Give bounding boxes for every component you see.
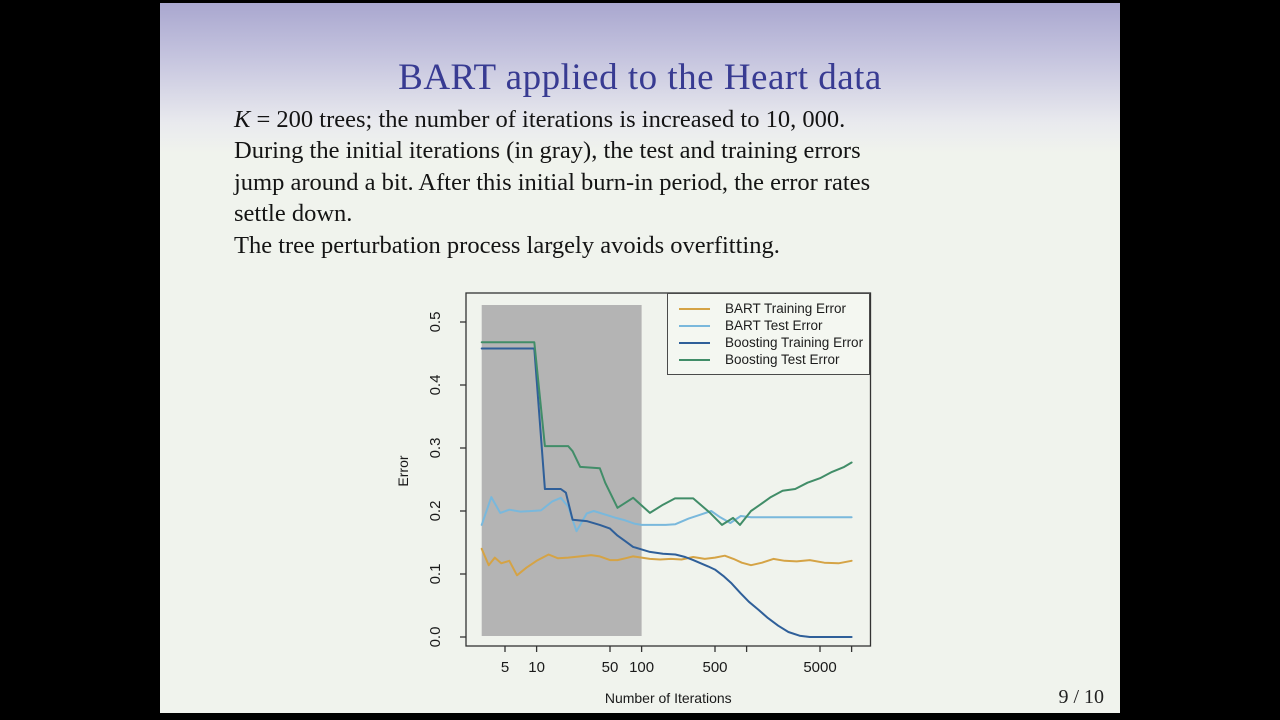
legend-item-0	[679, 300, 869, 317]
body-line-1-text: = 200 trees; the number of iterations is increased to 10, 000.	[250, 106, 846, 133]
y-tick-label: 0.5	[427, 311, 444, 333]
x-axis-label: Number of Iterations	[604, 690, 732, 706]
body-line-2: During the initial iterations (in gray), the test and training errors	[234, 137, 861, 165]
legend-line-swatch	[679, 342, 710, 344]
legend-item-2	[679, 334, 869, 351]
burn-in-region	[482, 305, 642, 636]
body-line-3: jump around a bit. After this initial burn-in period, the error rates	[234, 168, 871, 196]
x-tick-label: 100	[629, 659, 655, 676]
legend-label: Boosting Test Error	[725, 352, 840, 367]
x-tick-label: 500	[702, 659, 728, 676]
legend-line-swatch	[679, 308, 710, 310]
legend-label: BART Test Error	[725, 318, 823, 333]
y-tick-label: 0.0	[427, 626, 444, 648]
body-line-5: The tree perturbation process largely avoids overfitting.	[234, 231, 780, 259]
body-line-1	[234, 104, 1064, 135]
page-indicator: 9 / 10	[1058, 686, 1104, 708]
error-chart	[390, 286, 910, 710]
legend-line-swatch	[679, 325, 710, 327]
slide	[160, 3, 1120, 713]
math-k-symbol: K	[234, 106, 251, 133]
legend-item-1	[679, 317, 869, 334]
y-tick-label: 0.1	[427, 563, 444, 585]
slide-body	[234, 104, 1064, 261]
legend-label: BART Training Error	[725, 301, 847, 316]
y-tick-label: 0.3	[427, 437, 444, 459]
body-line-4: settle down.	[234, 200, 353, 228]
legend-item-3	[679, 351, 869, 368]
y-tick-label: 0.2	[427, 500, 444, 522]
x-tick-label: 5000	[803, 659, 837, 676]
slide-title: BART applied to the Heart data	[398, 57, 882, 98]
y-axis-label: Error	[395, 455, 411, 487]
legend-line-swatch	[679, 359, 710, 361]
legend-label: Boosting Training Error	[725, 335, 864, 350]
x-tick-label: 5	[500, 659, 510, 676]
chart-legend	[667, 293, 870, 375]
x-tick-label: 10	[528, 659, 545, 676]
y-tick-label: 0.4	[427, 374, 444, 396]
x-tick-label: 50	[601, 659, 619, 676]
